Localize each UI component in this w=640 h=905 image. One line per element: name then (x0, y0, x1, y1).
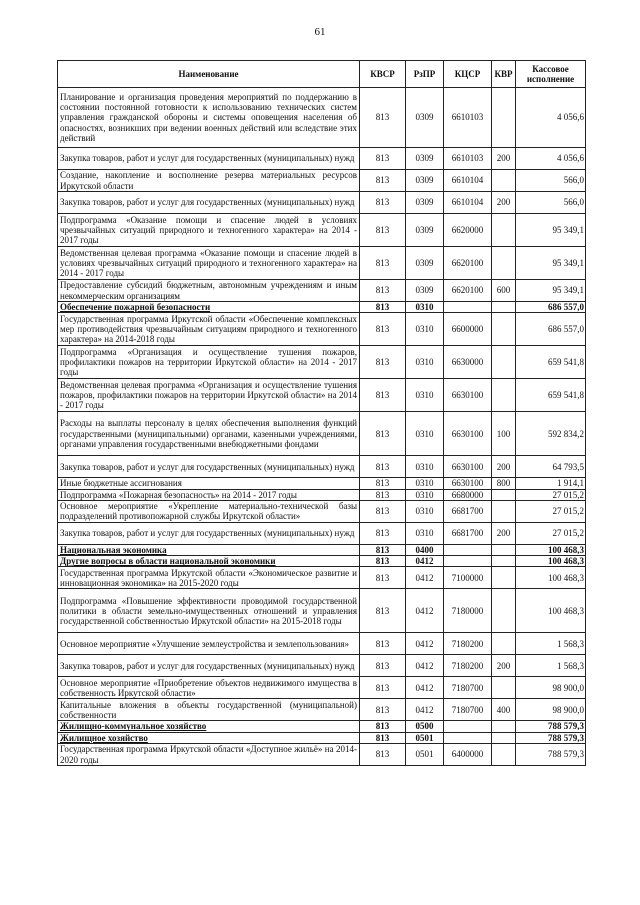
cell-sum: 686 557,0 (516, 313, 586, 346)
table-header-row (58, 61, 586, 88)
cell-kvr (492, 313, 516, 346)
cell-name: Государственная программа Иркутской области «Доступное жильё» на 2014-2020 годы (58, 744, 360, 766)
table-row (58, 214, 586, 247)
cell-rzpr: 0310 (406, 478, 444, 489)
cell-name: Основное мероприятие «Улучшение землеустройства и землепользования» (58, 633, 360, 655)
cell-name: Расходы на выплаты персоналу в целях обеспечения выполнения функций государственными (муниципальными) органами, казенными учреждениями, органами управления государственными внебюджетными фондами (58, 412, 360, 456)
cell-name: Национальная экономика (58, 544, 360, 555)
cell-kcsr: 6620100 (444, 247, 492, 280)
cell-rzpr: 0310 (406, 500, 444, 522)
cell-kvsr: 813 (360, 567, 406, 589)
header-sum: Кассовое исполнение (516, 61, 586, 88)
cell-name: Подпрограмма «Повышение эффективности проводимой государственной политики в области земельно-имущественных отношений и управления государственной собственностью Иркутской области» на 2015-2018 годы (58, 589, 360, 633)
cell-kvsr: 813 (360, 556, 406, 567)
cell-kvr: 200 (492, 456, 516, 478)
cell-rzpr: 0412 (406, 633, 444, 655)
table-row (58, 346, 586, 379)
cell-rzpr: 0400 (406, 544, 444, 555)
cell-kcsr (444, 544, 492, 555)
cell-kcsr: 7180700 (444, 677, 492, 699)
table-row (58, 567, 586, 589)
cell-kvsr: 813 (360, 192, 406, 214)
cell-kvsr: 813 (360, 522, 406, 544)
cell-kcsr: 6610103 (444, 148, 492, 170)
cell-sum: 788 579,3 (516, 721, 586, 732)
cell-kcsr: 6630100 (444, 456, 492, 478)
cell-kcsr: 6610103 (444, 88, 492, 148)
cell-rzpr: 0309 (406, 247, 444, 280)
cell-name: Закупка товаров, работ и услуг для государственных (муниципальных) нужд (58, 655, 360, 677)
cell-rzpr: 0309 (406, 88, 444, 148)
cell-rzpr: 0310 (406, 522, 444, 544)
cell-rzpr: 0412 (406, 677, 444, 699)
cell-sum: 100 468,3 (516, 589, 586, 633)
cell-kvsr: 813 (360, 302, 406, 313)
cell-kcsr: 6610104 (444, 192, 492, 214)
cell-kvr (492, 379, 516, 412)
cell-kvr (492, 346, 516, 379)
table-row (58, 148, 586, 170)
cell-rzpr: 0309 (406, 214, 444, 247)
cell-kvsr: 813 (360, 379, 406, 412)
cell-sum: 686 557,0 (516, 302, 586, 313)
cell-sum: 566,0 (516, 192, 586, 214)
cell-kcsr: 7100000 (444, 567, 492, 589)
cell-name: Закупка товаров, работ и услуг для государственных (муниципальных) нужд (58, 456, 360, 478)
cell-name: Капитальные вложения в объекты государственной (муниципальной) собственности (58, 699, 360, 721)
cell-sum: 788 579,3 (516, 744, 586, 766)
cell-rzpr: 0412 (406, 699, 444, 721)
cell-kcsr (444, 556, 492, 567)
header-kvsr: КВСР (360, 61, 406, 88)
cell-sum: 27 015,2 (516, 489, 586, 500)
cell-sum: 1 568,3 (516, 633, 586, 655)
cell-rzpr: 0412 (406, 655, 444, 677)
cell-kvr (492, 214, 516, 247)
table-body (58, 88, 586, 766)
table-row (58, 379, 586, 412)
cell-rzpr: 0310 (406, 302, 444, 313)
cell-rzpr: 0309 (406, 170, 444, 192)
table-row (58, 478, 586, 489)
cell-kvr (492, 732, 516, 743)
table-row (58, 699, 586, 721)
cell-kcsr: 7180700 (444, 699, 492, 721)
cell-name: Закупка товаров, работ и услуг для государственных (муниципальных) нужд (58, 192, 360, 214)
cell-name: Ведомственная целевая программа «Оказание помощи и спасение людей в условиях чрезвычайных ситуаций природного и техногенного характера» на 2014 - 2017 годы (58, 247, 360, 280)
cell-kcsr (444, 732, 492, 743)
cell-sum: 95 349,1 (516, 280, 586, 302)
cell-kvr (492, 567, 516, 589)
cell-rzpr: 0501 (406, 744, 444, 766)
cell-rzpr: 0412 (406, 556, 444, 567)
cell-kvr (492, 544, 516, 555)
cell-name: Жилищно-коммунальное хозяйство (58, 721, 360, 732)
cell-name: Иные бюджетные ассигнования (58, 478, 360, 489)
cell-kvr (492, 556, 516, 567)
cell-rzpr: 0310 (406, 346, 444, 379)
cell-kvr (492, 721, 516, 732)
cell-name: Создание, накопление и восполнение резерва материальных ресурсов Иркутской области (58, 170, 360, 192)
table-row (58, 732, 586, 743)
cell-rzpr: 0412 (406, 589, 444, 633)
cell-kvsr: 813 (360, 544, 406, 555)
cell-kcsr: 6630000 (444, 346, 492, 379)
budget-table-wrapper (57, 60, 585, 766)
cell-sum: 592 834,2 (516, 412, 586, 456)
cell-kvsr: 813 (360, 346, 406, 379)
cell-sum: 100 468,3 (516, 556, 586, 567)
cell-kvsr: 813 (360, 677, 406, 699)
cell-rzpr: 0500 (406, 721, 444, 732)
cell-sum: 27 015,2 (516, 500, 586, 522)
cell-kvr: 400 (492, 699, 516, 721)
cell-name: Другие вопросы в области национальной экономики (58, 556, 360, 567)
cell-kvsr: 813 (360, 412, 406, 456)
header-kcsr: КЦСР (444, 61, 492, 88)
cell-kvr: 200 (492, 192, 516, 214)
cell-sum: 659 541,8 (516, 379, 586, 412)
cell-kcsr: 6681700 (444, 522, 492, 544)
cell-kvsr: 813 (360, 699, 406, 721)
cell-kvsr: 813 (360, 88, 406, 148)
cell-name: Закупка товаров, работ и услуг для государственных (муниципальных) нужд (58, 522, 360, 544)
table-row (58, 721, 586, 732)
cell-kvr (492, 247, 516, 280)
cell-kvr: 600 (492, 280, 516, 302)
cell-rzpr: 0310 (406, 456, 444, 478)
cell-kvsr: 813 (360, 655, 406, 677)
cell-kcsr: 7180000 (444, 589, 492, 633)
cell-kvr: 200 (492, 148, 516, 170)
cell-kcsr: 6400000 (444, 744, 492, 766)
cell-kcsr: 6630100 (444, 412, 492, 456)
cell-name: Подпрограмма «Организация и осуществление тушения пожаров, профилактики пожаров на территории Иркутской области» на 2014 - 2017 годы (58, 346, 360, 379)
cell-kcsr: 6620000 (444, 214, 492, 247)
table-row (58, 302, 586, 313)
cell-rzpr: 0310 (406, 489, 444, 500)
budget-table (57, 60, 586, 766)
cell-name: Предоставление субсидий бюджетным, автономным учреждениям и иным некоммерческим организациям (58, 280, 360, 302)
cell-name: Государственная программа Иркутской области «Экономическое развитие и инновационная экономика» на 2015-2020 годы (58, 567, 360, 589)
header-kvr: КВР (492, 61, 516, 88)
cell-kvsr: 813 (360, 633, 406, 655)
table-row (58, 489, 586, 500)
page-number: 61 (314, 26, 326, 38)
cell-kcsr (444, 721, 492, 732)
cell-kcsr: 7180200 (444, 655, 492, 677)
cell-kvsr: 813 (360, 170, 406, 192)
cell-kvr (492, 677, 516, 699)
cell-kcsr: 6620100 (444, 280, 492, 302)
cell-name: Планирование и организация проведения мероприятий по поддержанию в состоянии постоянной готовности к использованию технических систем управления гражданской обороны и системы оповещения населения об опасностях, возникших при ведении военных действий или вследствие этих действий (58, 88, 360, 148)
cell-rzpr: 0309 (406, 280, 444, 302)
table-row (58, 633, 586, 655)
cell-kvsr: 813 (360, 732, 406, 743)
cell-name: Основное мероприятие «Приобретение объектов недвижимого имущества в собственность Иркутской области» (58, 677, 360, 699)
table-row (58, 677, 586, 699)
cell-sum: 788 579,3 (516, 732, 586, 743)
cell-kcsr: 6600000 (444, 313, 492, 346)
table-row (58, 247, 586, 280)
table-row (58, 544, 586, 555)
cell-kvr (492, 589, 516, 633)
table-row (58, 280, 586, 302)
cell-sum: 4 056,6 (516, 148, 586, 170)
cell-sum: 566,0 (516, 170, 586, 192)
cell-kcsr (444, 302, 492, 313)
cell-kvsr: 813 (360, 280, 406, 302)
cell-kcsr: 6610104 (444, 170, 492, 192)
table-row (58, 170, 586, 192)
table-row (58, 412, 586, 456)
cell-kvr: 800 (492, 478, 516, 489)
cell-kvr: 100 (492, 412, 516, 456)
cell-name: Ведомственная целевая программа «Организация и осуществление тушения пожаров, профилактики пожаров на территории Иркутской области» на 2014 - 2017 годы (58, 379, 360, 412)
cell-name: Подпрограмма «Оказание помощи и спасение людей в условиях чрезвычайных ситуаций природного и техногенного характера» на 2014 - 2017 годы (58, 214, 360, 247)
cell-kvsr: 813 (360, 744, 406, 766)
cell-kvr (492, 633, 516, 655)
cell-kvr: 200 (492, 522, 516, 544)
table-row (58, 744, 586, 766)
cell-sum: 100 468,3 (516, 567, 586, 589)
cell-kvsr: 813 (360, 721, 406, 732)
table-row (58, 456, 586, 478)
cell-sum: 1 914,1 (516, 478, 586, 489)
table-row (58, 500, 586, 522)
cell-rzpr: 0310 (406, 412, 444, 456)
table-row (58, 655, 586, 677)
cell-kvsr: 813 (360, 313, 406, 346)
cell-sum: 100 468,3 (516, 544, 586, 555)
cell-kvsr: 813 (360, 456, 406, 478)
header-name: Наименование (58, 61, 360, 88)
cell-kvr (492, 302, 516, 313)
cell-rzpr: 0309 (406, 148, 444, 170)
table-row (58, 192, 586, 214)
cell-rzpr: 0310 (406, 379, 444, 412)
cell-rzpr: 0501 (406, 732, 444, 743)
cell-kvr (492, 88, 516, 148)
cell-kcsr: 6630100 (444, 478, 492, 489)
cell-kcsr: 6630100 (444, 379, 492, 412)
cell-kcsr: 6681700 (444, 500, 492, 522)
cell-sum: 98 900,0 (516, 677, 586, 699)
cell-sum: 659 541,8 (516, 346, 586, 379)
header-rzpr: РзПР (406, 61, 444, 88)
cell-kvr: 200 (492, 655, 516, 677)
cell-rzpr: 0412 (406, 567, 444, 589)
table-row (58, 589, 586, 633)
cell-kvr (492, 170, 516, 192)
cell-kvsr: 813 (360, 214, 406, 247)
cell-sum: 98 900,0 (516, 699, 586, 721)
cell-rzpr: 0310 (406, 313, 444, 346)
cell-name: Подпрограмма «Пожарная безопасность» на 2014 - 2017 годы (58, 489, 360, 500)
cell-name: Жилищное хозяйство (58, 732, 360, 743)
cell-rzpr: 0309 (406, 192, 444, 214)
cell-name: Государственная программа Иркутской области «Обеспечение комплексных мер противодействия чрезвычайным ситуациям природного и техногенного характера» на 2014-2018 годы (58, 313, 360, 346)
cell-name: Обеспечение пожарной безопасности (58, 302, 360, 313)
cell-kvsr: 813 (360, 489, 406, 500)
cell-kvsr: 813 (360, 247, 406, 280)
table-row (58, 88, 586, 148)
cell-kvr (492, 489, 516, 500)
cell-kcsr: 6680000 (444, 489, 492, 500)
cell-sum: 64 793,5 (516, 456, 586, 478)
cell-kvsr: 813 (360, 478, 406, 489)
cell-kvsr: 813 (360, 500, 406, 522)
cell-kvr (492, 744, 516, 766)
cell-kvsr: 813 (360, 148, 406, 170)
cell-name: Основное мероприятие «Укрепление материально-технической базы подразделений противопожарной службы Иркутской области» (58, 500, 360, 522)
cell-kvr (492, 500, 516, 522)
table-row (58, 522, 586, 544)
table-row (58, 556, 586, 567)
cell-kvsr: 813 (360, 589, 406, 633)
table-row (58, 313, 586, 346)
cell-name: Закупка товаров, работ и услуг для государственных (муниципальных) нужд (58, 148, 360, 170)
cell-sum: 95 349,1 (516, 247, 586, 280)
cell-sum: 4 056,6 (516, 88, 586, 148)
cell-sum: 1 568,3 (516, 655, 586, 677)
cell-sum: 27 015,2 (516, 522, 586, 544)
cell-sum: 95 349,1 (516, 214, 586, 247)
cell-kcsr: 7180200 (444, 633, 492, 655)
